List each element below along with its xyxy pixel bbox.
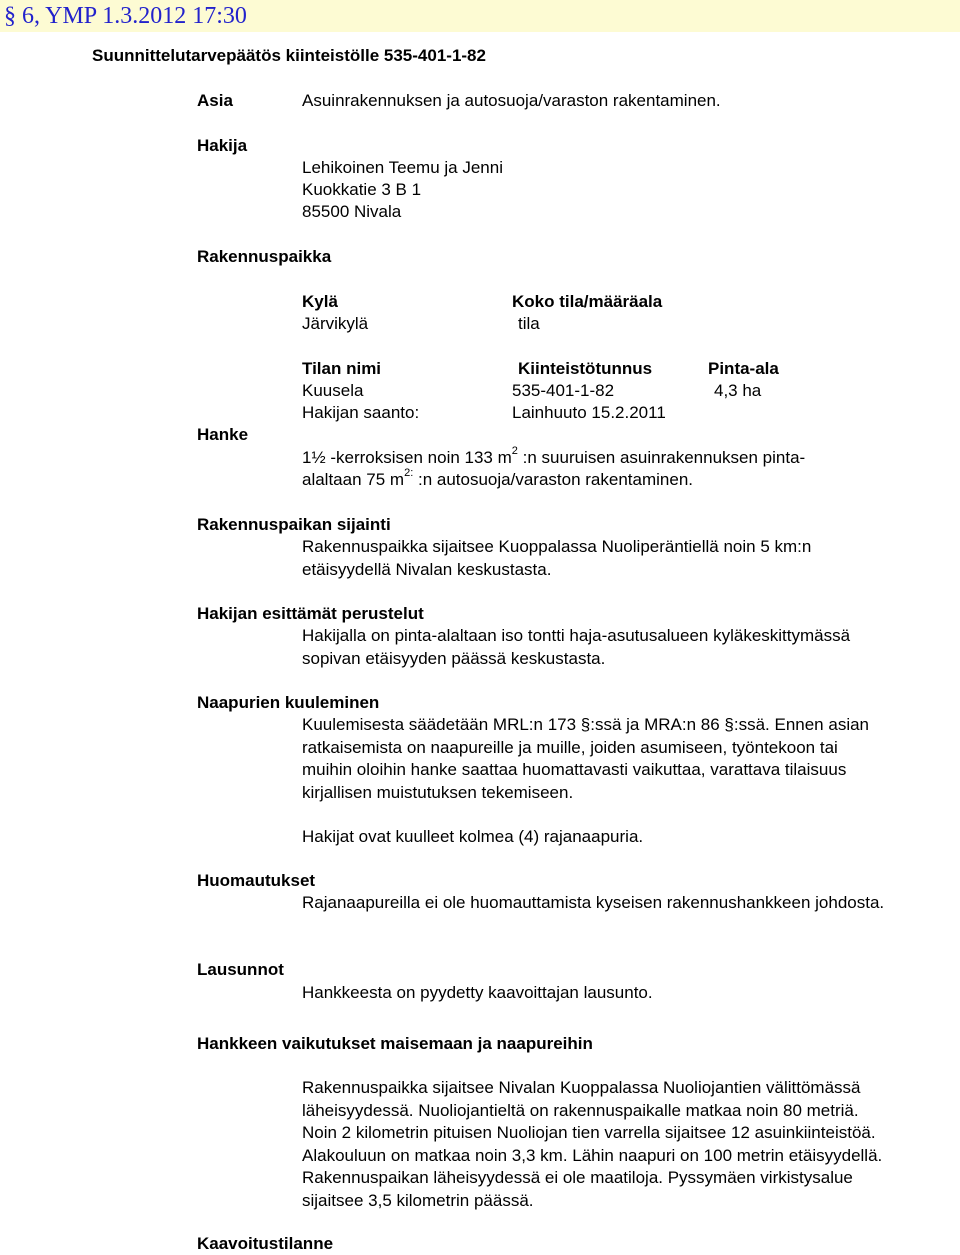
lausunnot-text: Hankkeesta on pyydetty kaavoittajan lausunto.	[302, 983, 653, 1002]
hanke-line-2: alaltaan 75 $m^{2:}$ :n autosuoja/varaston rakentaminen.	[302, 467, 693, 489]
hakija-postal: 85500 Nivala	[302, 202, 402, 221]
heading-sijainti: Rakennuspaikan sijainti	[197, 515, 391, 534]
asia-text: Asuinrakennuksen ja autosuoja/varaston rakentaminen.	[302, 91, 721, 110]
sijainti-text: Rakennuspaikka sijaitsee Kuoppalassa Nuoliperäntiellä noin 5 km:n etäisyydellä Nivalan keskustasta.	[302, 537, 812, 579]
kuuleminen-text: Kuulemisesta säädetään MRL:n 173 §:ssä ja MRA:n 86 §:ssä. Ennen asian ratkaisemista on naapureille ja muille, joiden asumiseen, työntekoon tai muihin oloihin hanke saattaa huomattavasti vaikuttaa, varattava tilaisuus kirjallisen muistutuksen tekemiseen.	[302, 715, 870, 802]
heading-lausunnot: Lausunnot	[197, 960, 284, 979]
heading-vaikutukset: Hankkeen vaikutukset maisemaan ja naapureihin	[197, 1034, 593, 1053]
document-title: Suunnittelutarvepäätös kiinteistölle 535-401-1-82	[92, 46, 486, 65]
kuuleminen-rajanaapurit: Hakijat ovat kuulleet kolmea (4) rajanaapuria.	[302, 827, 644, 846]
heading-kaavoitustilanne: Kaavoitustilanne	[197, 1234, 334, 1253]
kiinteistotunnus-header: Kiinteistötunnus	[518, 359, 653, 378]
kyla-value: Järvikylä	[302, 314, 369, 333]
pinta-ala-header: Pinta-ala	[708, 359, 779, 378]
label-hanke: Hanke	[197, 425, 249, 444]
tilan-nimi-value: Kuusela	[302, 381, 364, 400]
koko-header: Koko tila/määräala	[512, 292, 663, 311]
kyla-header: Kylä	[302, 292, 338, 311]
pinta-ala-value: 4,3 ha	[714, 381, 762, 400]
heading-huomautukset: Huomautukset	[197, 871, 316, 890]
hanke-line-1: 1½ -kerroksisen noin 133 $m^2$ :n suuruisen asuinrakennuksen pinta-	[302, 445, 806, 467]
label-asia: Asia	[197, 91, 233, 110]
section-header-bar	[0, 0, 960, 32]
vaikutukset-text: Rakennuspaikka sijaitsee Nivalan Kuoppalassa Nuoliojantien välittömässä läheisyydessä. Nuoliojantieltä on rakennuspaikalle matkaa noin 80 metriä. Noin 2 kilometrin pituisen Nuoliojan tien varrella sijaitsee 12 asuinkiinteistöä. Alakouluun on matkaa noin 3,3 km. Lähin naapuri on 100 metrin etäisyydellä. Rakennuspaikan läheisyydessä ei ole maatiloja. Pyssymäen virkistysalue sijaitsee 3,5 kilometrin päässä.	[302, 1078, 883, 1210]
hakija-name: Lehikoinen Teemu ja Jenni	[302, 158, 503, 177]
heading-kuuleminen: Naapurien kuuleminen	[197, 693, 380, 712]
hakija-street: Kuokkatie 3 B 1	[302, 180, 422, 199]
koko-value: tila	[518, 314, 540, 333]
saanto-label: Hakijan saanto:	[302, 403, 420, 422]
label-hakija: Hakija	[197, 136, 248, 155]
section-header: § 6, YMP 1.3.2012 17:30	[4, 3, 247, 29]
tilan-nimi-header: Tilan nimi	[302, 359, 382, 378]
huomautukset-text: Rajanaapureilla ei ole huomauttamista kyseisen rakennushankkeen johdosta.	[302, 893, 885, 912]
heading-perustelut: Hakijan esittämät perustelut	[197, 604, 424, 623]
kiinteistotunnus-value: 535-401-1-82	[512, 381, 615, 400]
label-rakennuspaikka: Rakennuspaikka	[197, 247, 332, 266]
perustelut-text: Hakijalla on pinta-alaltaan iso tontti haja-asutusalueen kyläkeskittymässä sopivan etäisyyden päässä keskustasta.	[302, 626, 851, 668]
saanto-value: Lainhuuto 15.2.2011	[512, 403, 666, 422]
